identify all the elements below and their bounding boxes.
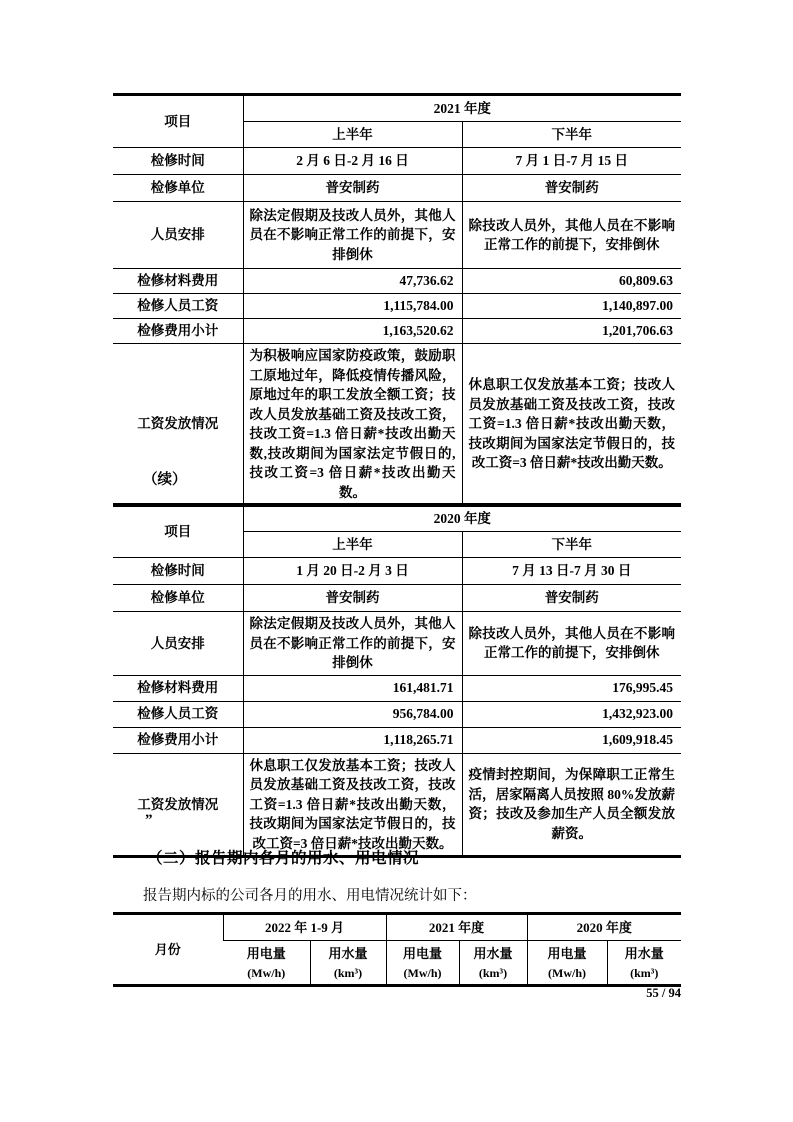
value-cell: 休息职工仅发放基本工资；技改人员发放基础工资及技改工资，技改工资=1.3 倍日薪*技改出勤天数，技改期间为国家法定节假日的，技改工资=3 倍日薪*技改出勤天数。 bbox=[243, 753, 462, 857]
value-cell: 除法定假期及技改人员外，其他人员在不影响正常工作的前提下，安排倒休 bbox=[243, 202, 462, 269]
amount-cell: 161,481.71 bbox=[243, 675, 462, 701]
page-number: 55 / 94 bbox=[646, 986, 681, 1000]
row-label-cell: 检修单位 bbox=[113, 175, 243, 202]
water-header-cell bbox=[459, 941, 527, 986]
amount-cell: 956,784.00 bbox=[243, 701, 462, 727]
water-header-cell bbox=[310, 941, 386, 986]
row-label-cell: 检修时间 bbox=[113, 558, 243, 585]
row-label-cell: 检修人员工资 bbox=[113, 294, 243, 319]
row-label-cell: 检修单位 bbox=[113, 585, 243, 612]
period-2022-header-cell: 2022 年 1-9 月 bbox=[223, 914, 386, 941]
row-label-cell: 检修材料费用 bbox=[113, 675, 243, 701]
row-label-cell: 人员安排 bbox=[113, 612, 243, 676]
value-cell: 除技改人员外，其他人员在不影响正常工作的前提下，安排倒休 bbox=[462, 202, 681, 269]
amount-cell: 47,736.62 bbox=[243, 269, 462, 294]
row-label-cell: 工资发放情况 bbox=[113, 753, 243, 857]
water-label: 用水量 bbox=[328, 945, 368, 961]
electricity-header-cell bbox=[527, 941, 607, 986]
row-wage-payment bbox=[113, 753, 681, 857]
electricity-label: 用电量 bbox=[402, 945, 442, 961]
row-maintenance-unit bbox=[113, 585, 681, 612]
row-material-cost bbox=[113, 675, 681, 701]
row-cost-subtotal bbox=[113, 727, 681, 753]
row-wage-payment bbox=[113, 344, 681, 506]
row-label-cell: 工资发放情况 bbox=[113, 344, 243, 506]
utilities-usage-table bbox=[113, 912, 681, 987]
amount-cell: 1,609,918.45 bbox=[462, 727, 681, 753]
water-header-cell bbox=[607, 941, 681, 986]
value-cell: 2 月 6 日-2 月 16 日 bbox=[243, 148, 462, 175]
water-unit: (km³) bbox=[333, 965, 363, 980]
second-half-header-cell: 下半年 bbox=[462, 122, 681, 148]
second-half-header-cell: 下半年 bbox=[462, 532, 681, 558]
value-cell: 疫情封控期间，为保障职工正常生活，居家隔离人员按照 80%发放薪资；技改及参加生产人员全额发放薪资。 bbox=[462, 753, 681, 857]
row-maintenance-time bbox=[113, 558, 681, 585]
electricity-unit: (Mw/h) bbox=[247, 965, 286, 980]
row-cost-subtotal bbox=[113, 319, 681, 344]
maintenance-table-2021 bbox=[113, 93, 681, 507]
water-label: 用水量 bbox=[473, 945, 513, 961]
value-cell: 休息职工仅发放基本工资；技改人员发放基础工资及技改工资，技改工资=1.3 倍日薪*技改出勤天数，技改期间为国家法定节假日的，技改工资=3 倍日薪*技改出勤天数。 bbox=[462, 344, 681, 506]
month-header-cell: 月份 bbox=[113, 914, 223, 986]
amount-cell: 1,118,265.71 bbox=[243, 727, 462, 753]
value-cell: 为积极响应国家防疫政策，鼓励职工原地过年，降低疫情传播风险，原地过年的职工发放全额工资；技改人员发放基础工资及技改工资，技改工资=1.3 倍日薪*技改出勤天数,技改期间为国家法定节假日的,技改工资=3 倍日薪*技改出勤天数。 bbox=[243, 344, 462, 506]
value-cell: 7 月 13 日-7 月 30 日 bbox=[462, 558, 681, 585]
row-staff-arrangement bbox=[113, 612, 681, 676]
row-staff-arrangement bbox=[113, 202, 681, 269]
water-unit: (km³) bbox=[478, 965, 508, 980]
value-cell: 1 月 20 日-2 月 3 日 bbox=[243, 558, 462, 585]
electricity-header-cell bbox=[386, 941, 459, 986]
period-2021-header-cell: 2021 年度 bbox=[386, 914, 527, 941]
row-label-cell: 人员安排 bbox=[113, 202, 243, 269]
row-material-cost bbox=[113, 269, 681, 294]
water-label: 用水量 bbox=[624, 945, 664, 961]
amount-cell: 1,163,520.62 bbox=[243, 319, 462, 344]
row-label-cell: 检修费用小计 bbox=[113, 727, 243, 753]
section-heading: （二）报告期内各月的用水、用电情况 bbox=[147, 850, 420, 867]
water-unit: (km³) bbox=[630, 965, 659, 980]
amount-cell: 1,140,897.00 bbox=[462, 294, 681, 319]
row-label-cell: 检修人员工资 bbox=[113, 701, 243, 727]
value-cell: 除技改人员外，其他人员在不影响正常工作的前提下，安排倒休 bbox=[462, 612, 681, 676]
value-cell: 普安制药 bbox=[462, 585, 681, 612]
year-header-cell: 2021 年度 bbox=[243, 95, 681, 122]
period-2020-header-cell: 2020 年度 bbox=[527, 914, 681, 941]
first-half-header-cell: 上半年 bbox=[243, 532, 462, 558]
row-label-cell: 检修材料费用 bbox=[113, 269, 243, 294]
value-cell: 普安制药 bbox=[462, 175, 681, 202]
electricity-header-cell bbox=[223, 941, 310, 986]
value-cell: 普安制药 bbox=[243, 585, 462, 612]
row-label-cell: 检修时间 bbox=[113, 148, 243, 175]
usage-header-row-periods bbox=[113, 914, 681, 941]
intro-paragraph: 报告期内标的公司各月的用水、用电情况统计如下： bbox=[143, 888, 477, 904]
electricity-unit: (Mw/h) bbox=[548, 965, 587, 980]
row-maintenance-unit bbox=[113, 175, 681, 202]
header-row-year bbox=[113, 95, 681, 122]
continuation-label: （续） bbox=[143, 472, 187, 488]
amount-cell: 176,995.45 bbox=[462, 675, 681, 701]
amount-cell: 1,432,923.00 bbox=[462, 701, 681, 727]
document-page bbox=[113, 0, 681, 1122]
row-worker-wages bbox=[113, 701, 681, 727]
closing-quote-mark: ” bbox=[145, 812, 153, 828]
amount-cell: 1,201,706.63 bbox=[462, 319, 681, 344]
item-header-cell: 项目 bbox=[113, 505, 243, 558]
value-cell: 普安制药 bbox=[243, 175, 462, 202]
item-header-cell: 项目 bbox=[113, 95, 243, 148]
row-label-cell: 检修费用小计 bbox=[113, 319, 243, 344]
row-maintenance-time bbox=[113, 148, 681, 175]
header-row-year bbox=[113, 505, 681, 532]
amount-cell: 1,115,784.00 bbox=[243, 294, 462, 319]
amount-cell: 60,809.63 bbox=[462, 269, 681, 294]
electricity-unit: (Mw/h) bbox=[403, 965, 442, 980]
row-worker-wages bbox=[113, 294, 681, 319]
value-cell: 7 月 1 日-7 月 15 日 bbox=[462, 148, 681, 175]
maintenance-table-2020 bbox=[113, 503, 681, 858]
first-half-header-cell: 上半年 bbox=[243, 122, 462, 148]
year-header-cell: 2020 年度 bbox=[243, 505, 681, 532]
electricity-label: 用电量 bbox=[547, 945, 587, 961]
value-cell: 除法定假期及技改人员外，其他人员在不影响正常工作的前提下，安排倒休 bbox=[243, 612, 462, 676]
electricity-label: 用电量 bbox=[246, 945, 286, 961]
